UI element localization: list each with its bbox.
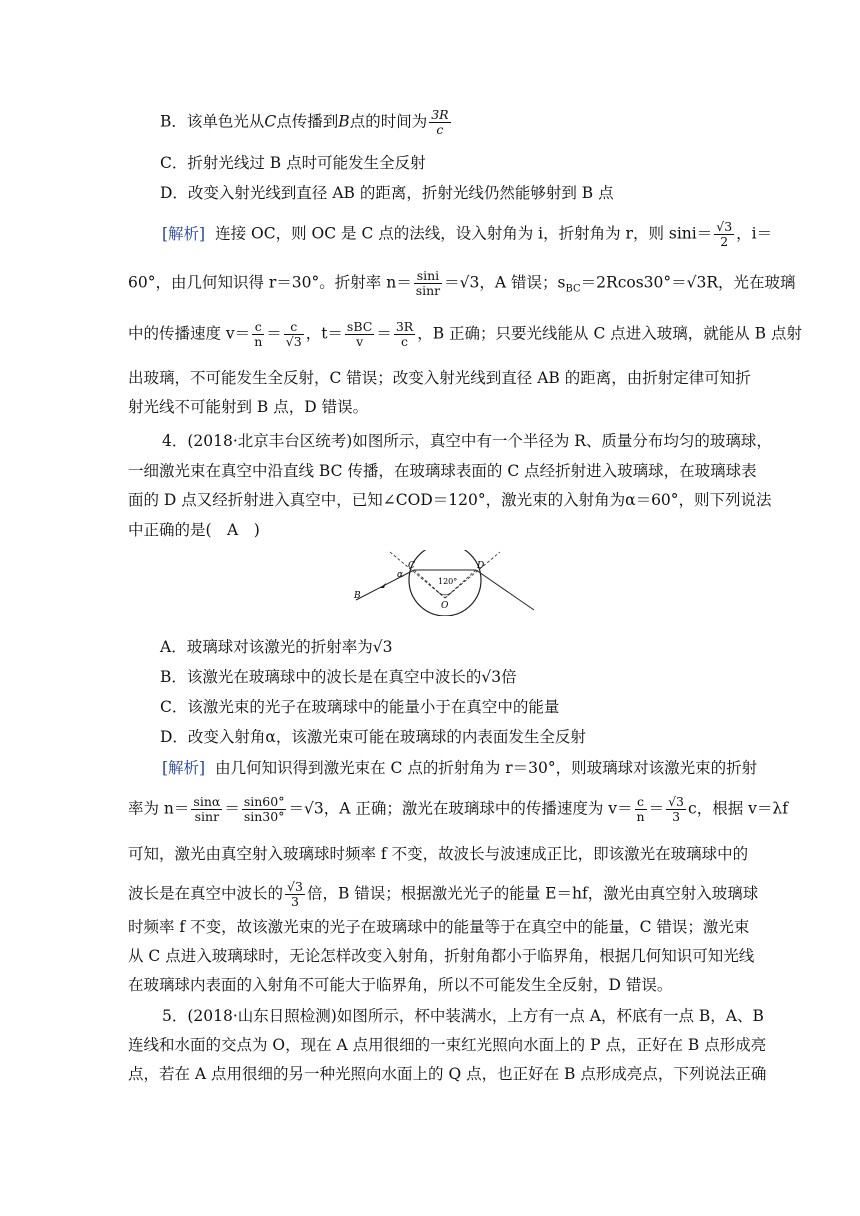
label-c: C — [408, 561, 415, 571]
prev-option-d: D．改变入射光线到直径 AB 的距离，折射光线仍然能够射到 B 点 — [160, 184, 614, 202]
numerator: c — [284, 320, 304, 335]
numerator: √3 — [716, 219, 733, 234]
text: 连接 OC，则 OC 是 C 点的法线，设入射角为 i，折射角为 r，则 sini＝ — [215, 224, 713, 243]
denominator: sin30° — [243, 809, 285, 824]
analysis-tag: [解析] — [162, 224, 206, 243]
numerator: sin60° — [243, 794, 285, 809]
q4-line2: 一细激光束在真空中沿直线 BC 传播，在玻璃球表面的 C 点经折射进入玻璃球，在玻璃球表 — [128, 462, 757, 480]
text: 倍，B 错误；根据激光光子的能量 E＝hf，激光由真空射入玻璃球 — [306, 884, 759, 903]
text: ＝ — [266, 324, 282, 343]
fraction — [666, 795, 686, 824]
denominator: sinr — [415, 283, 441, 298]
text: ＝ — [224, 799, 240, 818]
analysis1-line1 — [162, 219, 773, 249]
text: 率为 n＝ — [128, 799, 190, 818]
fraction — [242, 795, 287, 824]
analysis1-line5: 射光线不可能射到 B 点，D 错误。 — [128, 398, 369, 416]
q4-option-a: A．玻璃球对该激光的折射率为√3 — [160, 638, 393, 656]
q4-line4: 中正确的是( A ) — [128, 521, 260, 539]
text: ＝2Rcos30°＝√3R，光在玻璃 — [580, 273, 796, 292]
text: ＝ — [376, 324, 392, 343]
analysis2-line4 — [128, 879, 759, 909]
fraction — [635, 795, 647, 824]
text: B．该单色光从 — [160, 112, 265, 131]
q4-line3: 面的 D 点又经折射进入真空中，已知∠COD＝120°，激光束的入射角为α＝60°，则下列说法 — [128, 491, 772, 509]
denominator: n — [636, 809, 645, 824]
denominator: sinr — [194, 809, 220, 824]
analysis-tag: [解析] — [162, 759, 206, 777]
text: B — [338, 112, 350, 131]
numerator: c — [252, 320, 264, 335]
fraction — [345, 320, 374, 349]
label-d: D — [477, 561, 485, 571]
label-angle: 120° — [438, 577, 458, 586]
fraction — [714, 220, 734, 249]
text: ，i＝ — [736, 224, 773, 243]
text: ＝ — [648, 799, 665, 818]
analysis2-line2 — [128, 794, 788, 824]
denominator: √3 — [285, 334, 302, 349]
analysis1-line2 — [128, 268, 796, 300]
q5-line1: 5．(2018·山东日照检测)如图所示，杯中装满水，上方有一点 A，杯底有一点 B，A、B — [162, 1007, 764, 1025]
text: 点传播到 — [276, 112, 339, 131]
text: C — [264, 112, 277, 131]
denominator: v — [356, 334, 364, 349]
analysis2-line1 — [162, 758, 770, 778]
q4-option-b: B．该激光在玻璃球中的波长是在真空中波长的√3倍 — [160, 668, 517, 686]
text: 中的传播速度 v＝ — [128, 324, 251, 343]
text: ，t＝ — [305, 324, 343, 343]
denominator: n — [254, 334, 263, 349]
analysis2-line6: 从 C 点进入玻璃球时，无论怎样改变入射角，折射角都小于临界角，根据几何知识可知光线 — [128, 947, 755, 965]
analysis2-line3: 可知，激光由真空射入玻璃球时频率 f 不变，故波长与波速成正比，即该激光在玻璃球中的 — [128, 845, 749, 863]
q5-line2: 连线和水面的交点为 O，现在 A 点用很细的一束红光照向水面上的 P 点，正好在 B 点形成亮 — [128, 1036, 767, 1054]
denominator: c — [436, 122, 444, 137]
numerator: sBC — [346, 319, 373, 334]
exit-ray — [476, 570, 534, 610]
text: c，根据 v＝λf — [688, 799, 788, 818]
denominator: 2 — [720, 234, 729, 249]
analysis1-line4: 出玻璃，不可能发生全反射，C 错误；改变入射光线到直径 AB 的距离，由折射定律可知折 — [128, 369, 751, 387]
text: 点的时间为 — [349, 112, 428, 131]
text: ＝√3，A 正确；激光在玻璃球中的传播速度为 v＝ — [288, 799, 633, 818]
numerator: √3 — [287, 879, 303, 894]
q5-line3: 点，若在 A 点用很细的另一种光照向水面上的 Q 点，也正好在 B 点形成亮点，下列说法正确 — [128, 1065, 767, 1083]
fraction — [429, 108, 450, 137]
fraction — [414, 269, 442, 298]
analysis2-line7: 在玻璃球内表面的入射角不可能大于临界角，所以不可能发生全反射，D 错误。 — [128, 976, 673, 994]
label-o: O — [441, 601, 449, 611]
denominator: 3 — [291, 894, 299, 909]
denominator: 3 — [672, 809, 681, 824]
text: 60°，由几何知识得 r＝30°。折射率 n＝ — [128, 273, 412, 292]
analysis2-line5: 时频率 f 不变，故该激光束的光子在玻璃球中的能量等于在真空中的能量，C 错误；激光束 — [128, 918, 750, 936]
text: 由几何知识得到激光束在 C 点的折射角为 r＝30°，则玻璃球对该激光束的折射 — [215, 759, 758, 777]
q4-option-d: D．改变入射角α，该激光束可能在玻璃球的内表面发生全反射 — [160, 728, 586, 746]
text: ，B 正确；只要光线能从 C 点进入玻璃，就能从 B 点射 — [417, 324, 802, 343]
numerator: √3 — [668, 794, 685, 809]
analysis1-line3 — [128, 319, 802, 349]
fraction — [252, 320, 264, 349]
fraction — [284, 320, 304, 349]
numerator: c — [635, 795, 647, 810]
glass-sphere-figure — [350, 550, 540, 616]
fraction — [285, 880, 305, 909]
numerator: 3R — [431, 107, 449, 122]
text: ＝√3，A 错误；s — [444, 273, 566, 292]
prev-option-b — [160, 108, 768, 137]
fraction — [394, 320, 415, 349]
label-b: B — [354, 591, 361, 601]
fraction — [191, 795, 222, 824]
subscript: BC — [565, 283, 581, 295]
normal-dashed-d — [445, 552, 500, 598]
text: 波长是在真空中波长的 — [128, 884, 284, 903]
q4-line1: 4．(2018·北京丰台区统考)如图所示，真空中有一个半径为 R、质量分布均匀的玻璃球， — [162, 432, 772, 450]
q4-option-c: C．该激光束的光子在玻璃球中的能量小于在真空中的能量 — [160, 698, 560, 716]
numerator: sini — [414, 269, 442, 284]
numerator: sinα — [193, 794, 221, 809]
angle-arc — [438, 592, 452, 595]
numerator: 3R — [395, 319, 414, 334]
denominator: c — [401, 334, 409, 349]
label-alpha: α — [397, 570, 404, 580]
prev-option-c: C．折射光线过 B 点时可能发生全反射 — [160, 154, 426, 172]
